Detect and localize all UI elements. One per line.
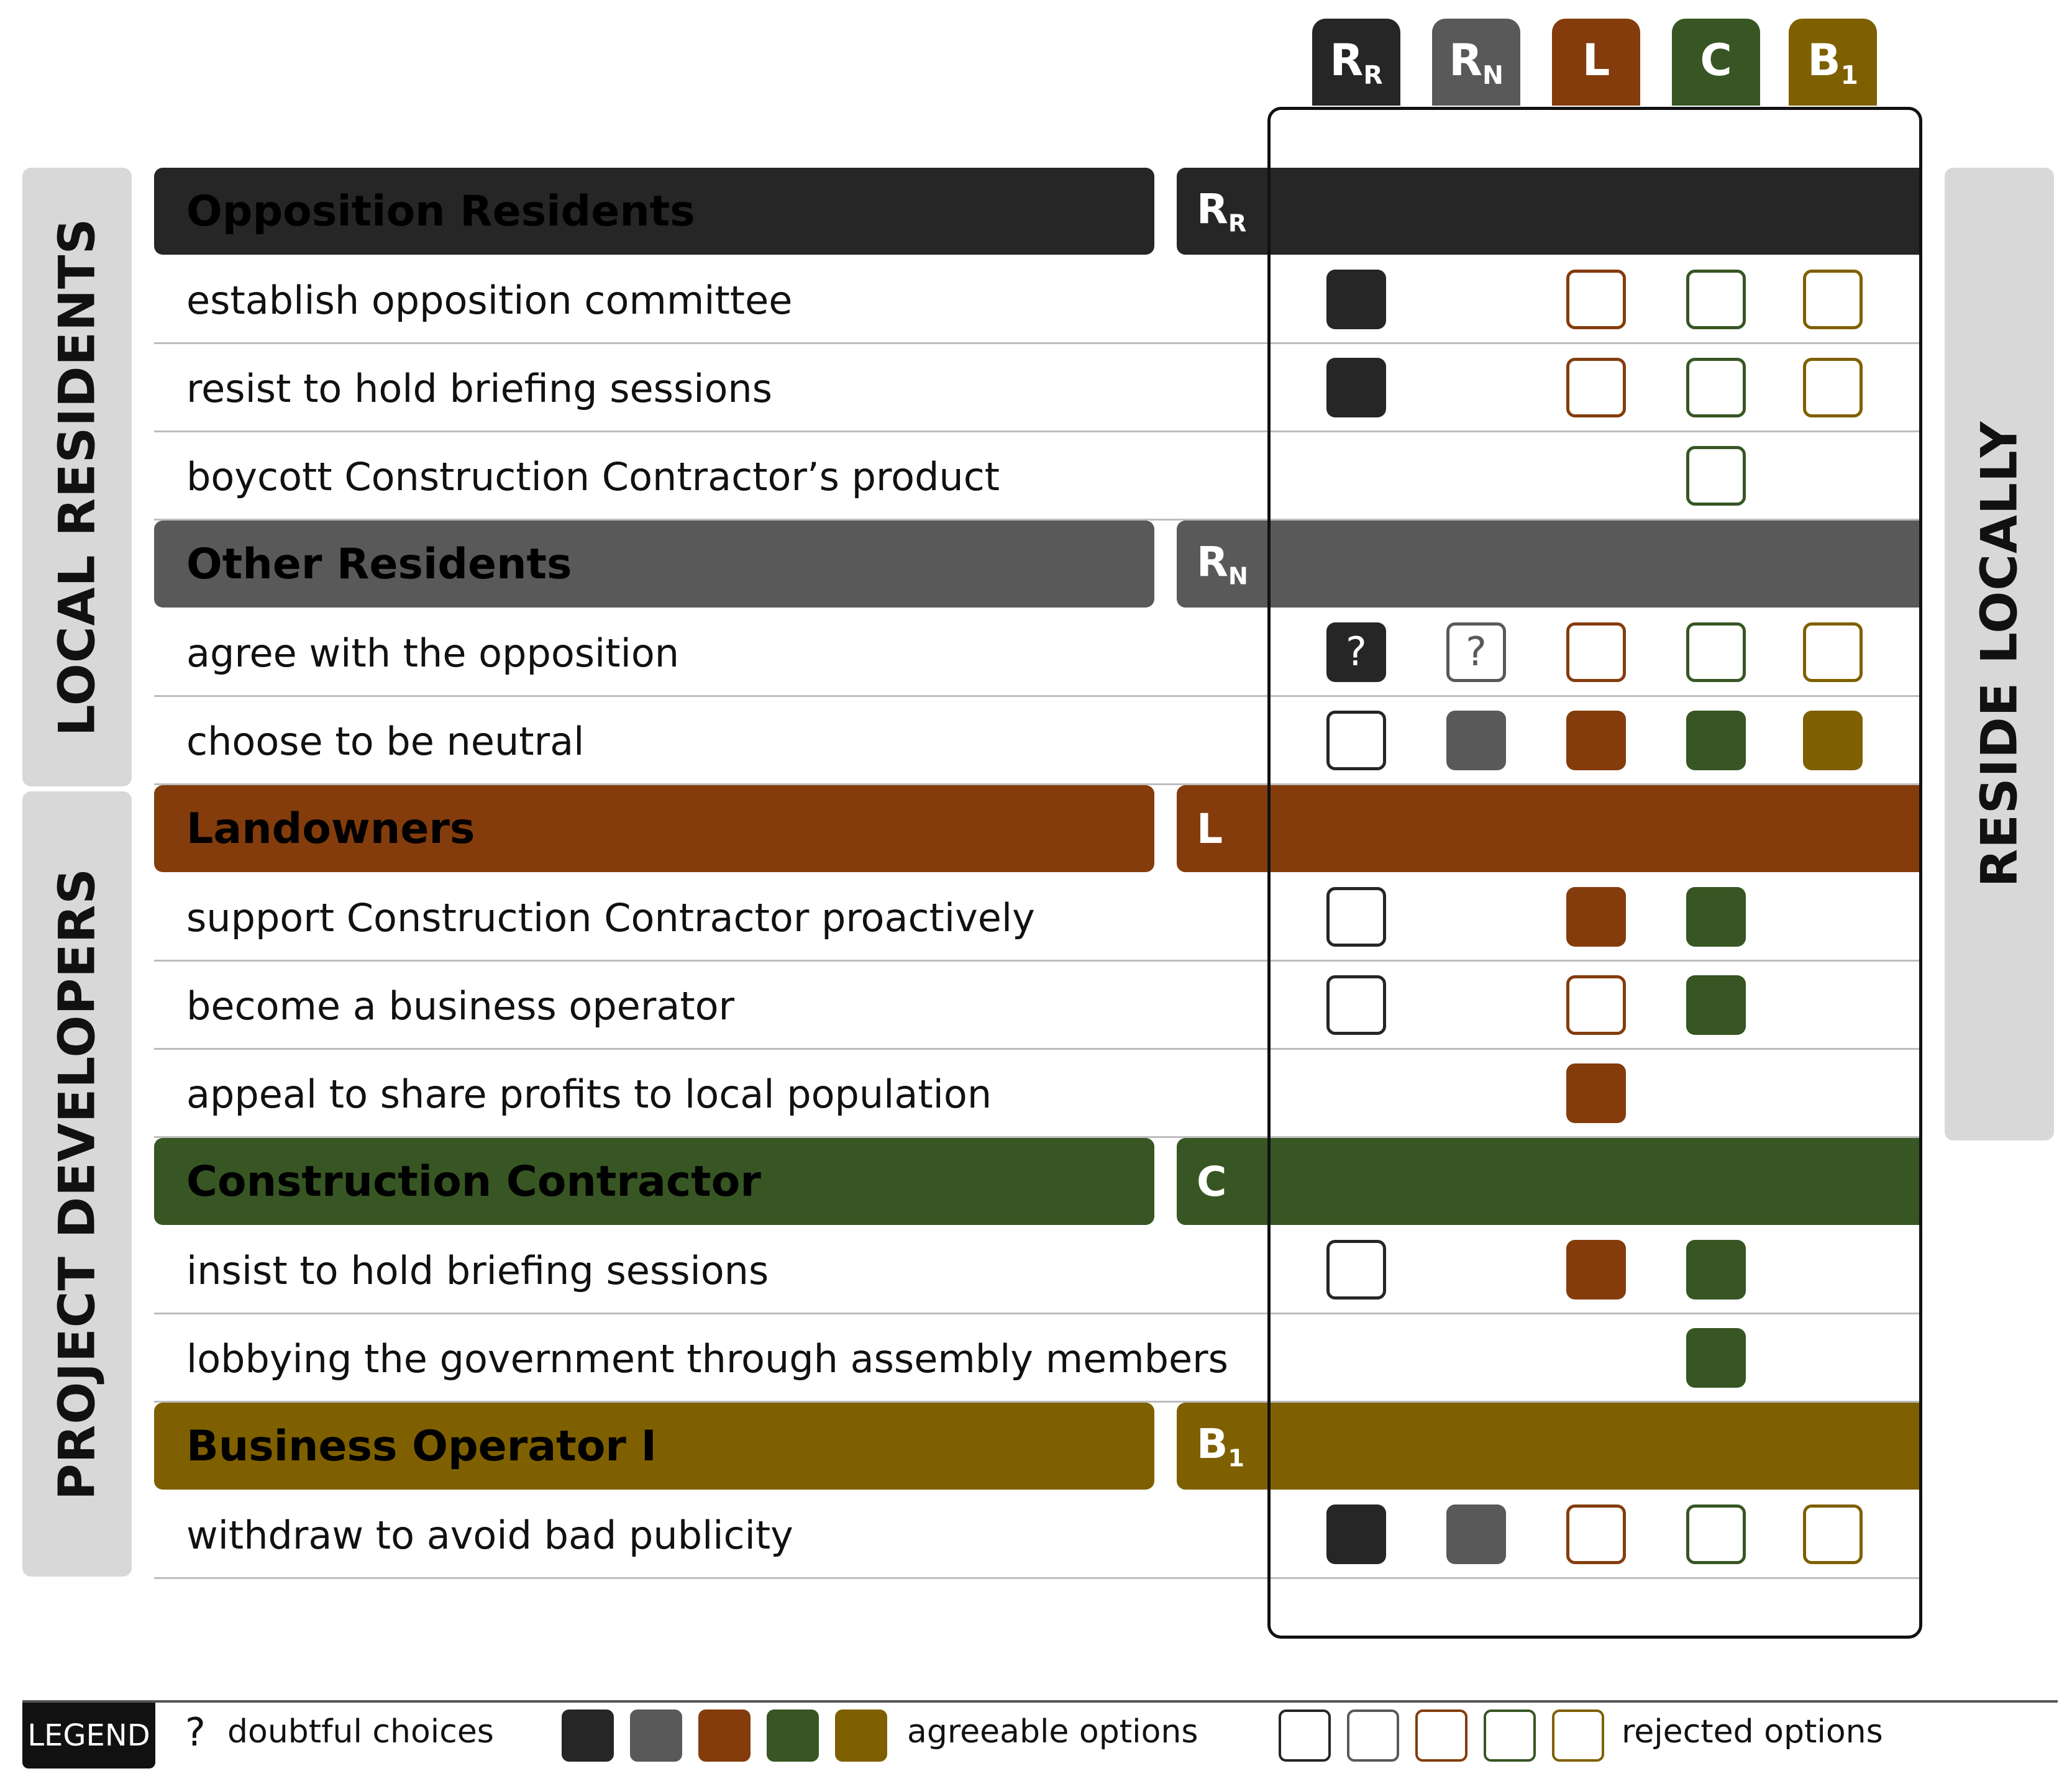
option-label: resist to hold briefing sessions xyxy=(186,365,773,411)
group-title-construction-contractor: Construction Contractor xyxy=(154,1138,1154,1225)
project-developers-text: PROJECT DEVELOPERS xyxy=(48,867,106,1501)
reside-locally-side-label xyxy=(1945,168,2054,1140)
column-header-rn: $R_N$ xyxy=(1432,19,1520,106)
option-label: choose to be neutral xyxy=(186,718,585,764)
group-symbol-opposition-residents: $R_R$ xyxy=(1197,184,1247,238)
group-symbol-business-operator-i: $B_1$ xyxy=(1197,1419,1244,1473)
option-label: lobbying the government through assembly members xyxy=(186,1336,1228,1382)
option-label: establish opposition committee xyxy=(186,277,793,323)
option-label: boycott Construction Contractor’s product xyxy=(186,453,1000,499)
group-symbol-construction-contractor: C xyxy=(1197,1157,1227,1206)
group-title-landowners: Landowners xyxy=(154,785,1154,872)
legend-agreeable-text: agreeable options xyxy=(907,1713,1198,1750)
column-header-c: C xyxy=(1672,19,1760,106)
legend-rejected-swatch xyxy=(1552,1709,1604,1762)
option-label: withdraw to avoid bad publicity xyxy=(186,1512,793,1558)
group-title-opposition-residents: Opposition Residents xyxy=(154,168,1154,255)
group-symbol-landowners: L xyxy=(1197,804,1223,853)
question-mark-icon: ? xyxy=(1466,629,1487,675)
legend-agreeable-swatch xyxy=(767,1709,819,1762)
legend-rejected-swatch xyxy=(1484,1709,1536,1762)
question-mark-icon: ? xyxy=(1346,629,1367,675)
local-residents-side-label xyxy=(22,168,132,786)
legend-doubtful-text: doubtful choices xyxy=(227,1713,494,1750)
legend-rejected-swatch xyxy=(1347,1709,1399,1762)
legend-divider xyxy=(22,1700,2058,1703)
group-symbol-other-residents: $R_N$ xyxy=(1197,537,1248,591)
legend-agreeable-swatch xyxy=(835,1709,887,1762)
option-label: become a business operator xyxy=(186,983,735,1029)
group-title-business-operator-i: Business Operator I xyxy=(154,1403,1154,1490)
option-label: appeal to share profits to local population xyxy=(186,1071,992,1117)
legend-rejected-swatch xyxy=(1415,1709,1467,1762)
legend-agreeable-swatch xyxy=(630,1709,682,1762)
group-title-other-residents: Other Residents xyxy=(154,521,1154,608)
option-label: agree with the opposition xyxy=(186,630,680,676)
legend-agreeable-swatch xyxy=(698,1709,751,1762)
option-label: insist to hold briefing sessions xyxy=(186,1247,769,1293)
doubtful-question-icon: ? xyxy=(185,1709,206,1755)
legend-agreeable-swatch xyxy=(562,1709,614,1762)
reside-locally-text: RESIDE LOCALLY xyxy=(1970,421,2029,888)
option-label: support Construction Contractor proactively xyxy=(186,894,1035,940)
legend-tag: LEGEND xyxy=(22,1703,155,1769)
project-developers-side-label xyxy=(22,791,132,1577)
legend-rejected-text: rejected options xyxy=(1622,1713,1883,1750)
options-frame xyxy=(1267,107,1922,1639)
column-header-rr: $R_R$ xyxy=(1312,19,1400,106)
column-header-b1: $B_1$ xyxy=(1789,19,1877,106)
legend-rejected-swatch xyxy=(1279,1709,1331,1762)
local-residents-text: LOCAL RESIDENTS xyxy=(48,217,106,737)
column-header-l: L xyxy=(1552,19,1640,106)
